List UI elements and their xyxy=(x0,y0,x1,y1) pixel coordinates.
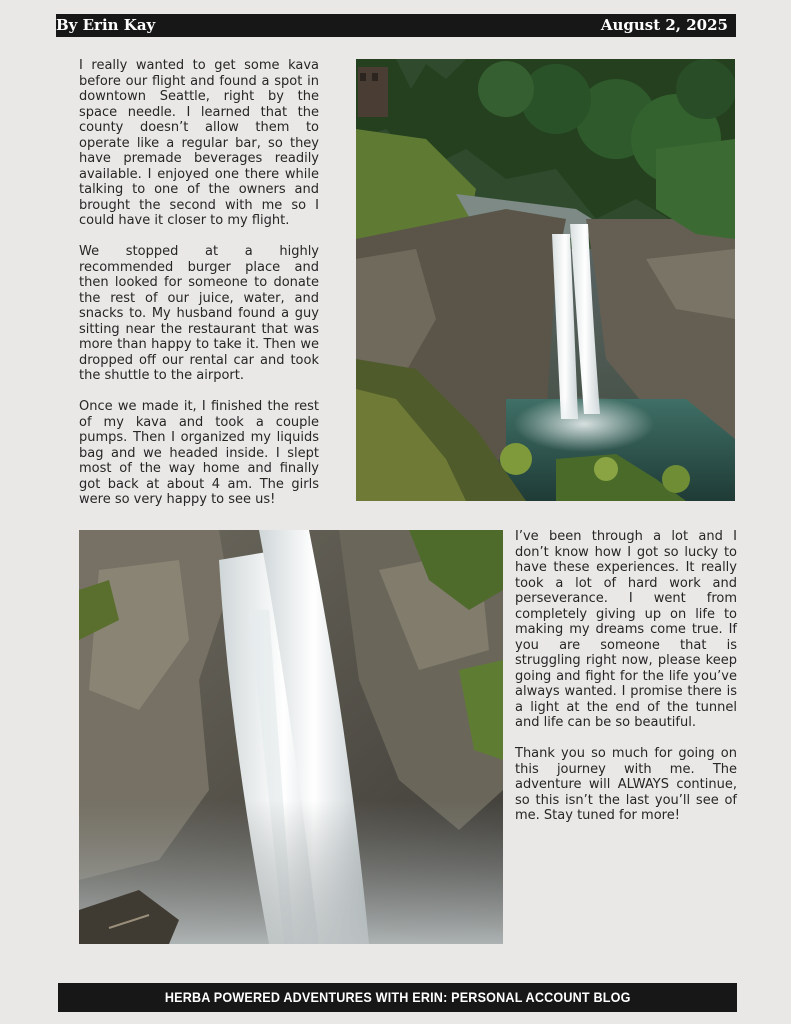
paragraph: I really wanted to get some kava before our flight and found a spot in downtown Seattle, right by the space needle. I learned that the county doesn’t allow them to operate like a regular bar, so they have premade beverages readily available. I enjoyed one there while talking to one of the owners and brought the second with me so I could have it closer to my flight. xyxy=(79,58,319,228)
author-byline: By Erin Kay xyxy=(56,16,156,34)
post-date: August 2, 2025 xyxy=(600,16,728,34)
waterfall-photo-closeup xyxy=(79,530,503,944)
blog-title: HERBA POWERED ADVENTURES WITH ERIN: PERSONAL ACCOUNT BLOG xyxy=(164,989,631,1005)
waterfall-photo-wide xyxy=(356,59,735,501)
left-text-column xyxy=(79,58,319,523)
paragraph: I’ve been through a lot and I don’t know how I got so lucky to have these experiences. It really took a lot of hard work and perseverance. I went from completely giving up on life to making my dreams come true. If you are someone that is struggling right now, please keep going and fight for the life you’ve always wanted. I promise there is a light at the end of the tunnel and life can be so beautiful. xyxy=(515,529,737,730)
header-bar xyxy=(56,14,736,37)
footer-bar xyxy=(58,983,737,1012)
right-text-column xyxy=(515,529,737,839)
paragraph: Once we made it, I finished the rest of my kava and took a couple pumps. Then I organized my liquids bag and we headed inside. I slept most of the way home and finally got back at about 4 am. The girls were so very happy to see us! xyxy=(79,399,319,507)
paragraph: We stopped at a highly recommended burger place and then looked for someone to donate the rest of our juice, water, and snacks to. My husband found a guy sitting near the restaurant that was more than happy to take it. Then we dropped off our rental car and took the shuttle to the airport. xyxy=(79,244,319,383)
paragraph: Thank you so much for going on this journey with me. The adventure will ALWAYS continue, so this isn’t the last you’ll see of me. Stay tuned for more! xyxy=(515,746,737,823)
waterfall-photo-wide-image xyxy=(356,59,735,501)
waterfall-photo-closeup-image xyxy=(79,530,503,944)
